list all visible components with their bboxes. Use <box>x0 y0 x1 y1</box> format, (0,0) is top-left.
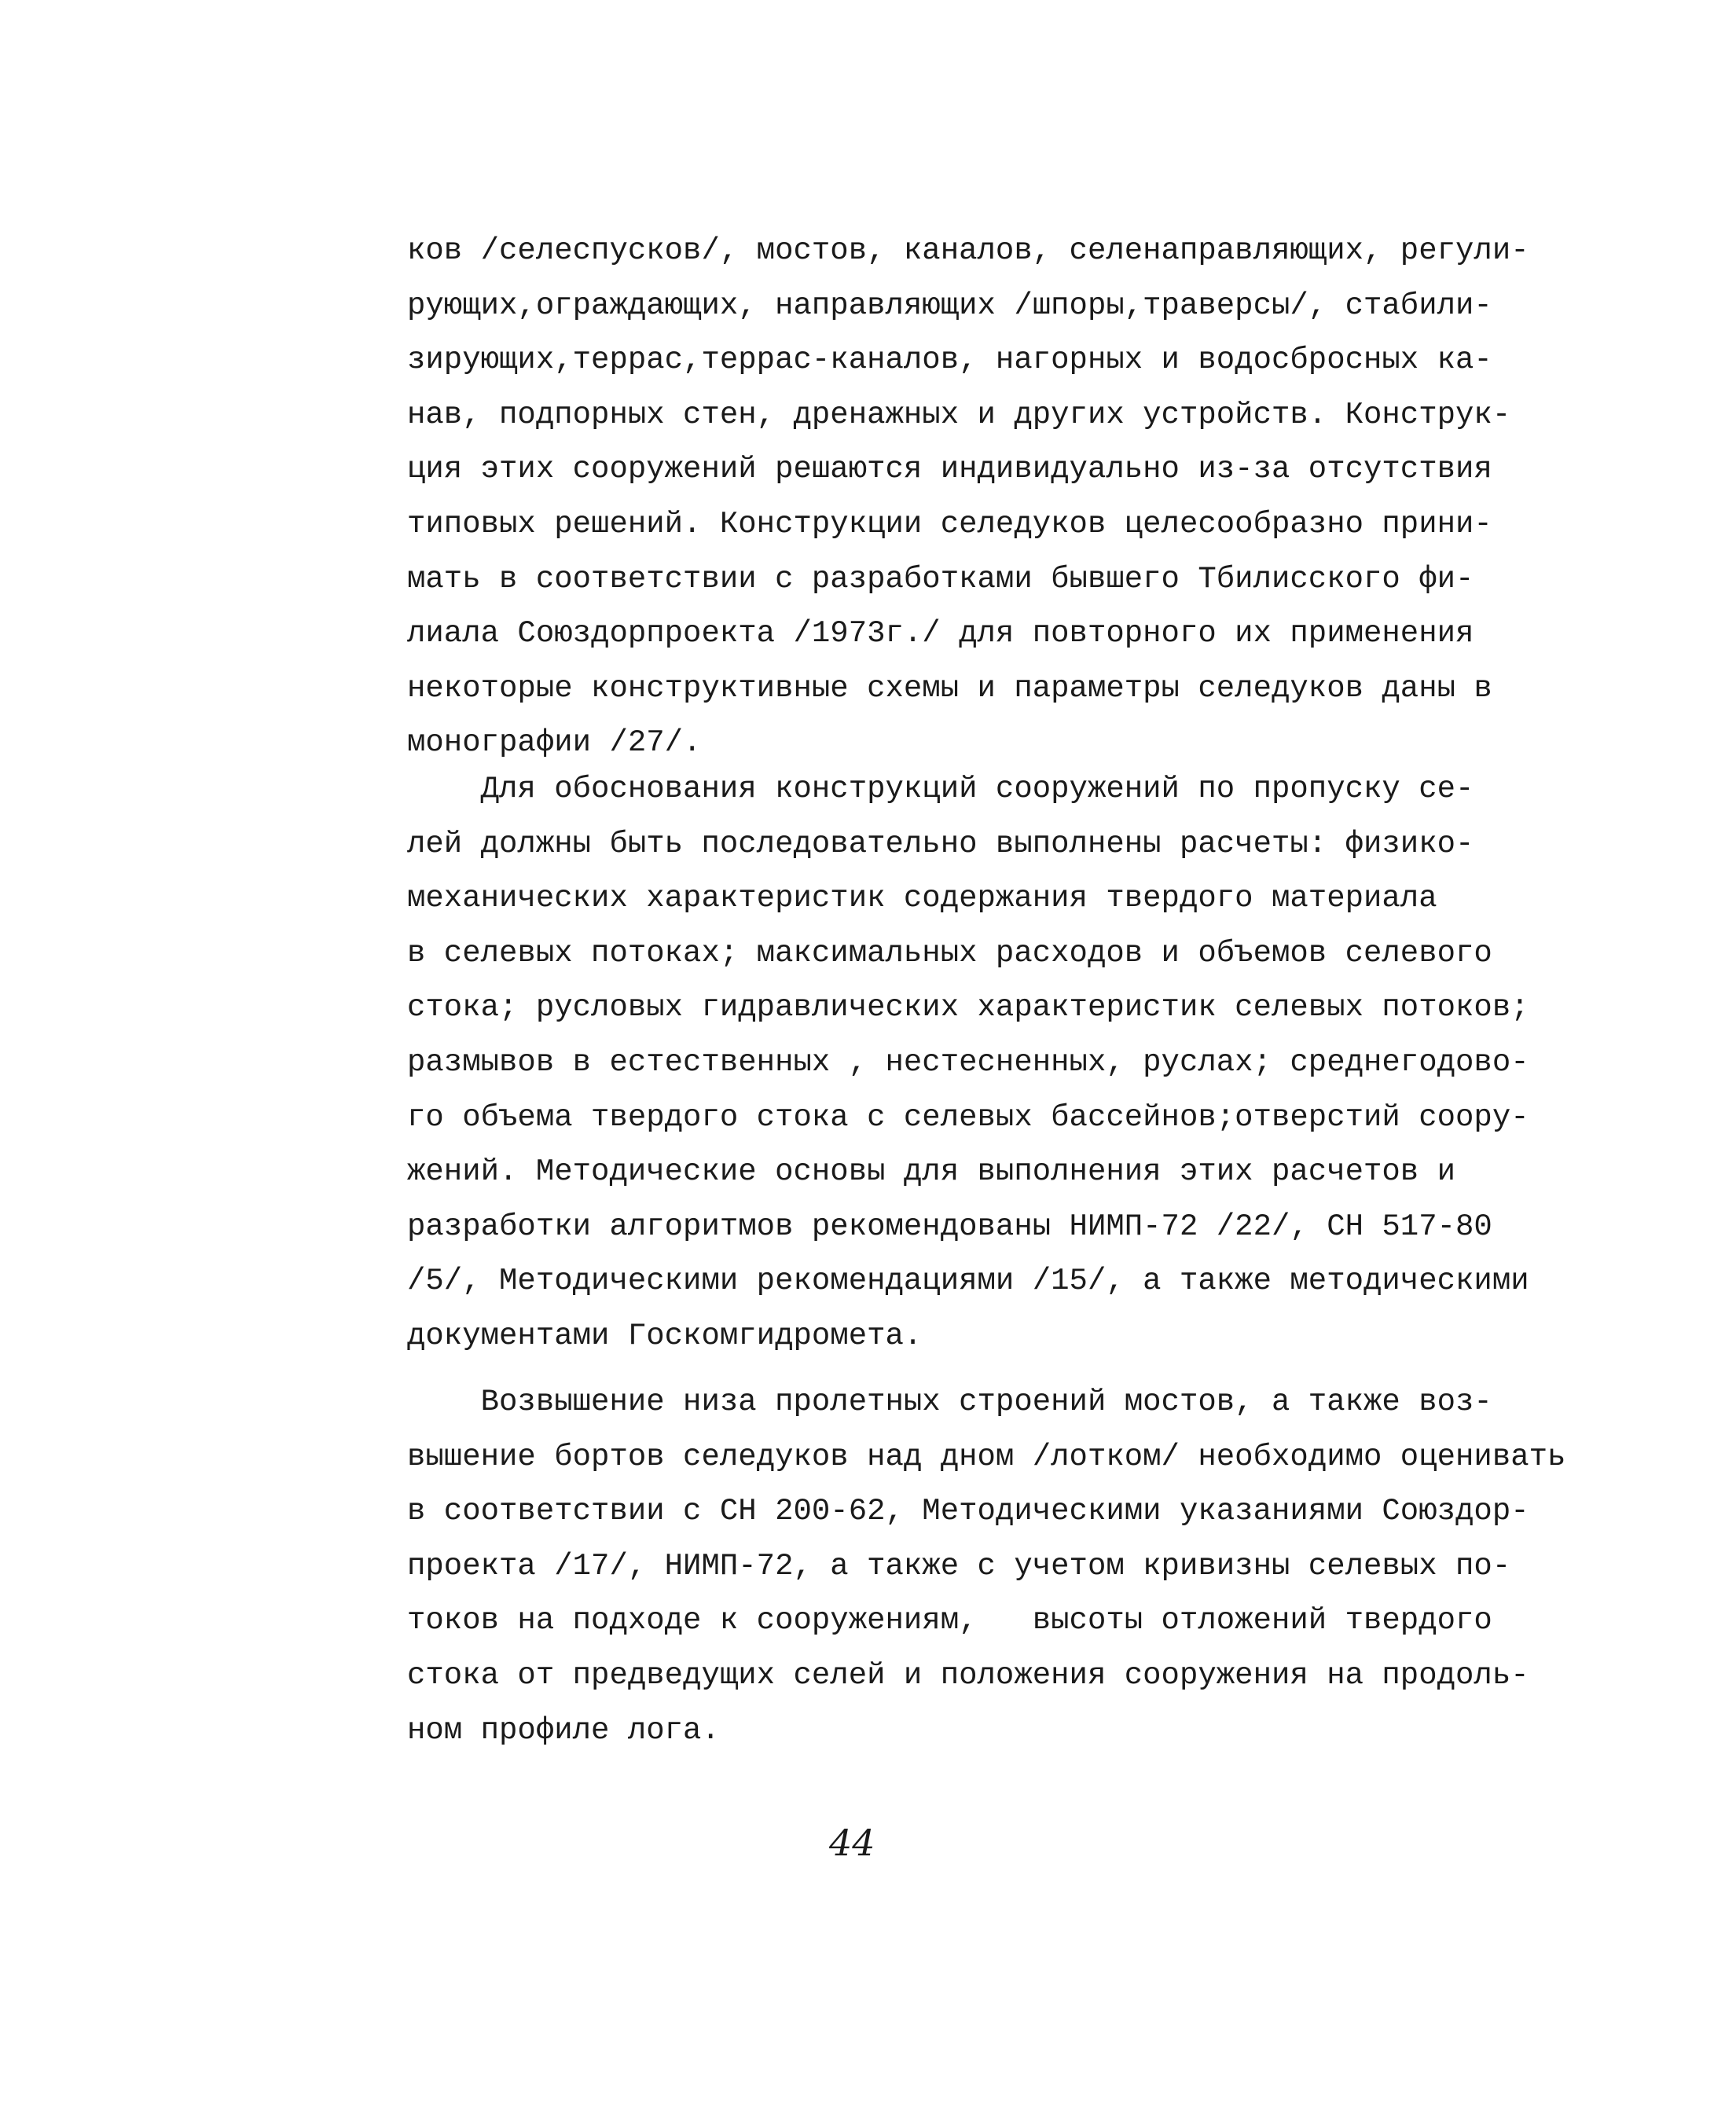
text-line: Для обоснования конструкций сооружений по пропуску се- <box>407 772 1474 806</box>
text-line: типовых решений. Конструкции селедуков целесообразно прини- <box>407 506 1492 541</box>
text-line: проекта /17/, НИМП-72, а также с учетом кривизны селевых по- <box>407 1548 1511 1583</box>
text-line: ция этих сооружений решаются индивидуально из-за отсутствия <box>407 452 1492 487</box>
text-line: го объема твердого стока с селевых бассейнов;отверстий соору- <box>407 1099 1529 1135</box>
text-line: стока от предведущих селей и положения сооружения на продоль- <box>407 1657 1529 1693</box>
text-line: /5/, Методическими рекомендациями /15/, а также методическими <box>407 1264 1529 1299</box>
text-line: разработки алгоритмов рекомендованы НИМП-72 /22/, СН 517-80 <box>407 1209 1492 1244</box>
text-line: лей должны быть последовательно выполнены расчеты: физико- <box>407 826 1474 861</box>
text-line: монографии /27/. <box>407 725 702 761</box>
text-line: вышение бортов селедуков над дном /лотком/ необходимо оценивать <box>407 1439 1566 1474</box>
text-line: нав, подпорных стен, дренажных и других устройств. Конструк- <box>407 397 1511 432</box>
text-line: ков /селеспусков/, мостов, каналов, селенаправляющих, регули- <box>407 233 1529 268</box>
text-line: зирующих,террас,террас-каналов, нагорных и водосбросных ка- <box>407 343 1492 378</box>
text-line: ном профиле лога. <box>407 1712 720 1748</box>
paragraph-1 <box>407 224 1529 771</box>
text-line: жений. Методические основы для выполнения этих расчетов и <box>407 1154 1456 1190</box>
text-line: Возвышение низа пролетных строений мостов, а также воз- <box>407 1385 1492 1419</box>
text-line: лиала Союздорпроекта /1973г./ для повторного их применения <box>407 616 1474 651</box>
text-line: некоторые конструктивные схемы и параметры селедуков даны в <box>407 670 1492 706</box>
text-line: стока; русловых гидравлических характеристик селевых потоков; <box>407 990 1529 1026</box>
text-line: мать в соответствии с разработками бывшего Тбилисского фи- <box>407 561 1474 596</box>
text-line: рующих,ограждающих, направляющих /шпоры,траверсы/, стабили- <box>407 288 1492 323</box>
text-line: в соответствии с СН 200-62, Методическими указаниями Союздор- <box>407 1494 1529 1529</box>
text-line: механических характеристик содержания твердого материала <box>407 881 1437 916</box>
text-line: токов на подходе к сооружениям, высоты отложений твердого <box>407 1603 1492 1638</box>
text-line: в селевых потоках; максимальных расходов и объемов селевого <box>407 935 1492 971</box>
text-line: размывов в естественных , нестесненных, руслах; среднегодово- <box>407 1044 1529 1080</box>
paragraph-3 <box>407 1375 1566 1758</box>
text-line: документами Госкомгидромета. <box>407 1318 923 1353</box>
page-number: 44 <box>829 1822 875 1864</box>
paragraph-2 <box>407 762 1529 1364</box>
